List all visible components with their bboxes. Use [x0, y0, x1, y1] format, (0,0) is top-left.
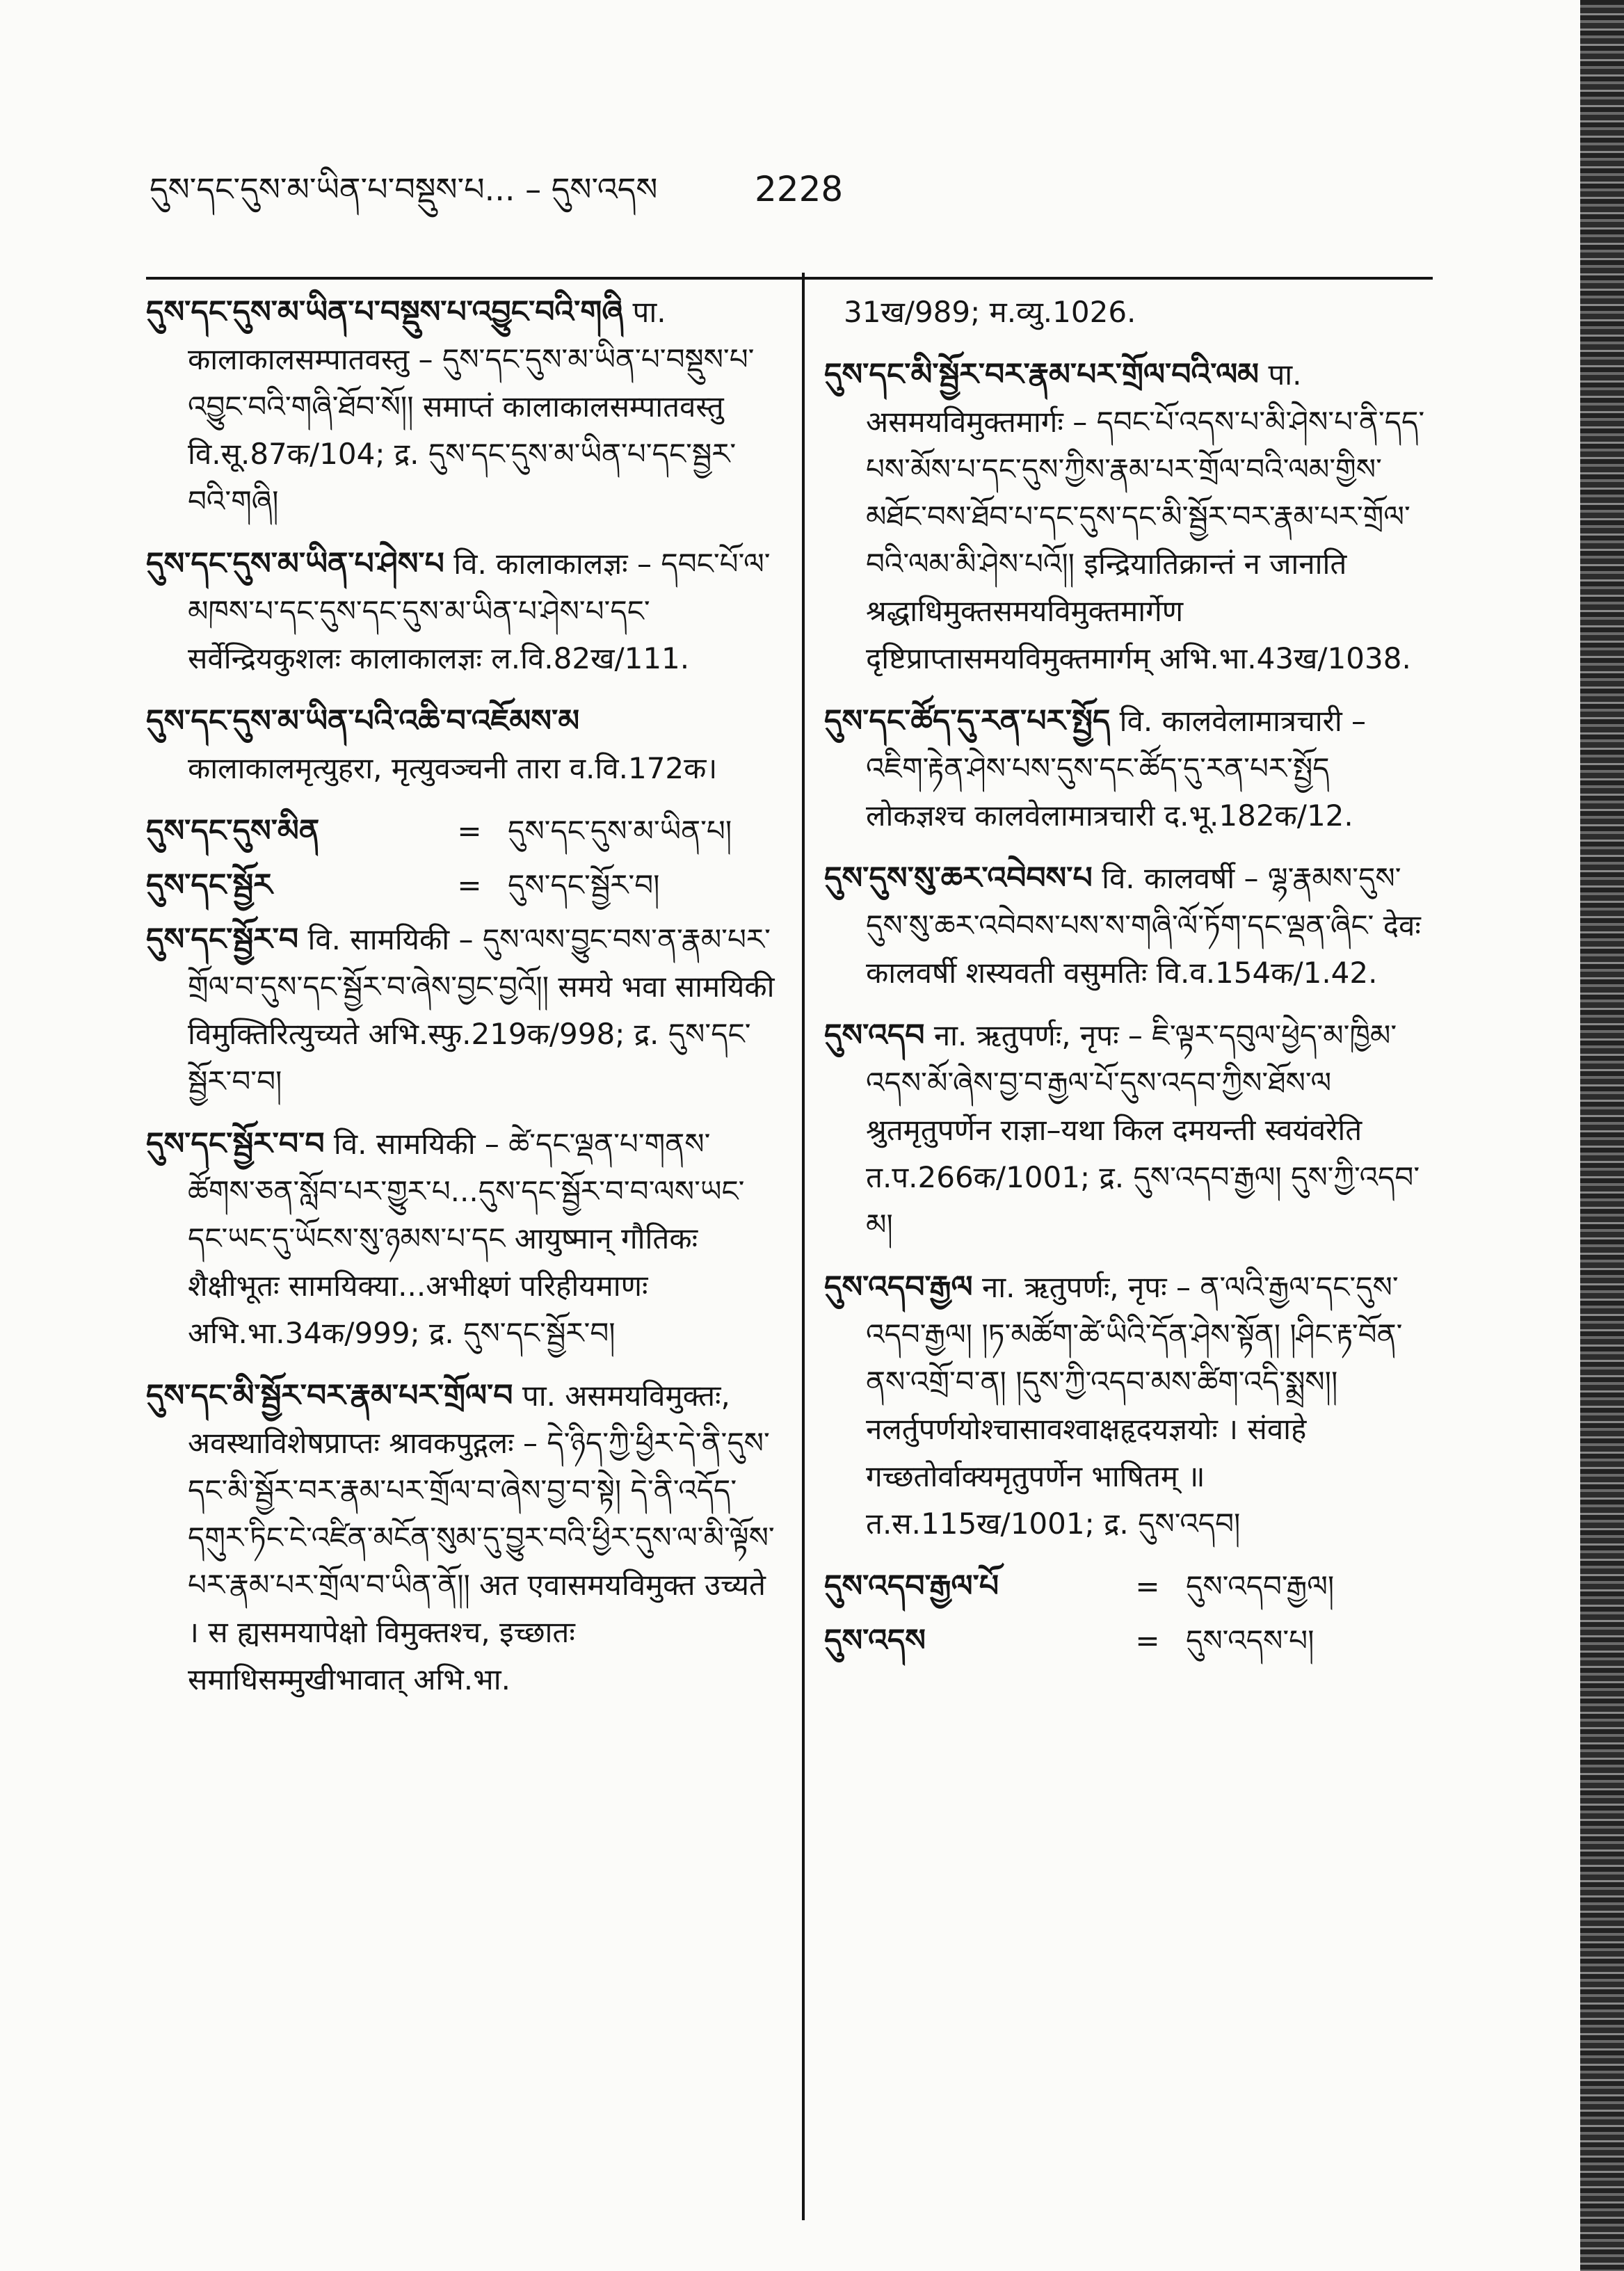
headword: དུས་དུས་སུ་ཆར་འབེབས་པ — [824, 860, 1093, 896]
cross-reference-entry — [824, 1563, 1426, 1610]
dictionary-entry — [146, 698, 775, 792]
entry-body: वि. कालवेलामात्रचारी – འཇིག་རྟེན་ཤེས་པས་དུས་དང་ཚོད་དུ་རན་པར་སྤྱོད लोकज्ञश्च कालवेलामात्रचारी द.भू.182क/12. — [866, 704, 1367, 833]
headword: དུས་དང་སྦྱོར་བ་བ — [146, 1126, 325, 1162]
equals-sign: = — [457, 868, 482, 902]
column-divider — [802, 273, 805, 2220]
headword: དུས་དང་མི་སྦྱོར་བར་རྣམ་པར་གྲོལ་བ — [146, 1378, 513, 1413]
equals-sign: = — [457, 814, 482, 848]
equals-sign: = — [1135, 1569, 1160, 1603]
entry-body: वि. कालाकालज्ञः – དབང་པོ་ལ་མཁས་པ་དང་དུས་དང་དུས་མ་ཡིན་པ་ཤེས་པ་དང་ सर्वेन्द्रियकुशलः कालाकालज्ञः ल.वि.82ख/111. — [188, 547, 771, 675]
reference-target: དུས་འདབ་རྒྱལ། — [1186, 1569, 1335, 1603]
dictionary-entry — [824, 1264, 1426, 1548]
headword: དུས་དང་དུས་མ་ཡིན་པའི་འཆི་བ་འཇོམས་མ — [146, 703, 580, 739]
headword: དུས་དང་ཚོད་དུ་རན་པར་སྤྱོད — [824, 703, 1111, 739]
headword: དུས་དང་དུས་མིན — [146, 813, 320, 849]
page-number: 2228 — [755, 169, 844, 209]
entry-body: ना. ऋतुपर्णः, नृपः – ཇི་ལྟར་དབུལ་ཕྱེད་མ་ཁྱིམ་འདས་མོ་ཞེས་བྱ་བ་རྒྱལ་པོ་དུས་འདབ་ཀྱིས་ཐོས་ལ श्रुतमृतुपर्णेन राज्ञा–यथा किल दमयन्ती स्वयंवरेति त.प.266क/1001; द्र. དུས་འདབ་རྒྱལ། དུས་ཀྱི་འདབ་མ། — [866, 1018, 1420, 1242]
scanned-page-edge — [1580, 0, 1624, 2271]
headword: དུས་དང་དུས་མ་ཡིན་པ་ཤེས་པ — [146, 546, 444, 581]
top-rule — [146, 277, 1433, 280]
right-column — [824, 289, 1426, 1671]
dictionary-entry — [146, 916, 775, 1105]
entry-body: पा. असमयविमुक्तमार्गः – དབང་པོ་འདས་པ་མི་ཤེས་པ་ནི་དད་པས་མོས་པ་དང་དུས་ཀྱིས་རྣམ་པར་གྲོལ་བའི་ལམ་གྱིས་མཐོང་བས་ཐོབ་པ་དང་དུས་དང་མི་སྦྱོར་བར་རྣམ་པར་གྲོལ་བའི་ལམ་མི་ཤེས་པའོ།། इन्द्रियातिक्रान्तं न जानाति श्रद्धाधिमुक्तसमयविमुक्तमार्गेण दृष्टिप्राप्तासमयविमुक्तमार्गम् अभि.भा.43ख/1038. — [866, 358, 1425, 675]
headword: དུས་འདབ — [824, 1018, 925, 1053]
headword: དུས་འདབ་རྒྱལ་པོ — [824, 1568, 999, 1604]
headword: དུས་དང་དུས་མ་ཡིན་པ་བསྡུས་པ་འབྱུང་བའི་གཞི — [146, 294, 624, 330]
entry-body: ना. ऋतुपर्णः, नृपः – ན་ལའི་རྒྱལ་དང་དུས་འདབ་རྒྱལ། །ཏ་མཚོག་ཚེ་ཡིའི་དོན་ཤེས་སྟོན། །ཤིང་རྟ་བོན་ནས་འགྲོ་བ་ན། །དུས་ཀྱི་འདབ་མས་ཚིག་འདི་སྨྲས།། नलर्तुपर्णयोश्चासावश्वाक्षहृदयज्ञयोः । संवाहे गच्छतोर्वाक्यमृतुपर्णेन भाषितम् ॥ त.स.115ख/1001; द्र. དུས་འདབ། — [866, 1270, 1403, 1541]
reference-target: དུས་དང་སྦྱོར་བ། — [508, 868, 660, 902]
entry-body: पा. कालाकालसम्पातवस्तु – དུས་དང་དུས་མ་ཡིན་པ་བསྡུས་པ་འབྱུང་བའི་གཞི་ཐོབ་སོ།། समाप्तं कालाकालसम्पातवस्तु वि.सू.87क/104; द्र. དུས་དང་དུས་མ་ཡིན་པ་དང་སྦྱར་བའི་གཞི། — [188, 295, 755, 518]
reference-target: དུས་འདས་པ། — [1186, 1623, 1315, 1658]
running-head — [150, 161, 1436, 217]
left-column — [146, 289, 775, 1719]
running-head-title: དུས་དང་དུས་མ་ཡིན་པ་བསྡུས་པ... – དུས་འདས — [150, 170, 658, 208]
dictionary-entry — [824, 698, 1426, 840]
entry-body: पा. असमयविमुक्तः, अवस्थाविशेषप्राप्तः श्रावकपुद्गलः – དེ་ཉིད་ཀྱི་ཕྱིར་དེ་ནི་དུས་དང་མི་སྦྱོར་བར་རྣམ་པར་གྲོལ་བ་ཞེས་བྱ་བ་སྟེ། དེ་ནི་འདོད་དགུར་ཏིང་ངེ་འཛིན་མངོན་སུམ་དུ་བྱུར་བའི་ཕྱིར་དུས་ལ་མི་ལྟོས་པར་རྣམ་པར་གྲོལ་བ་ཡིན་ནོ།། अत एवासमयविमुक्त उच्यते । स ह्यसमयापेक्षो विमुक्तश्च, इच्छातः समाधिसम्मुखीभावात् अभि.भा. — [188, 1379, 775, 1696]
reference-target: དུས་དང་དུས་མ་ཡིན་པ། — [508, 814, 732, 848]
dictionary-entry — [146, 540, 775, 682]
dictionary-entry — [824, 351, 1426, 682]
equals-sign: = — [1135, 1623, 1160, 1658]
entry-body: वि. सामयिकी – ཚེ་དང་ལྡན་པ་གནས་ཚོགས་ཅན་སློབ་པར་གྱུར་པ...དུས་དང་སྦྱོར་བ་བ་ལས་ཡང་དང་ཡང་དུ་ཡོངས་སུ་ཉམས་པ་དང आयुष्मान् गौतिकः शैक्षीभूतः सामयिक्या...अभीक्ष्णं परिहीयमाणः अभि.भा.34क/999; द्र. དུས་དང་སྦྱོར་བ། — [188, 1127, 745, 1350]
headword: དུས་དང་སྦྱོར — [146, 867, 273, 903]
headword: དུས་དང་མི་སྦྱོར་བར་རྣམ་པར་གྲོལ་བའི་ལམ — [824, 357, 1260, 392]
entry-continuation: 31ख/989; म.व्यु.1026. — [844, 295, 1136, 329]
dictionary-entry — [824, 855, 1426, 997]
headword: དུས་འདས — [824, 1623, 926, 1658]
cross-reference-entry — [824, 1617, 1426, 1664]
entry-body: वि. कालवर्षी – ལྷ་རྣམས་དུས་དུས་སུ་ཆར་འབེབས་པས་ས་གཞི་ལོ་ཏོག་དང་ལྡན་ཞིང་ देवः कालवर्षी शस्यवती वसुमतिः वि.व.154क/1.42. — [866, 861, 1421, 990]
headword: དུས་དང་སྦྱོར་བ — [146, 922, 299, 957]
cross-reference-entry — [146, 862, 775, 909]
entry-body: कालाकालमृत्युहरा, मृत्युवञ्चनी तारा व.वि.172क। — [188, 751, 718, 785]
dictionary-entry — [146, 1372, 775, 1703]
dictionary-entry — [146, 289, 775, 525]
headword: དུས་འདབ་རྒྱལ — [824, 1269, 973, 1305]
entry-body: वि. सामयिकी – དུས་ལས་བྱུང་བས་ན་རྣམ་པར་གྲོལ་བ་དུས་དང་སྦྱོར་བ་ཞེས་བྱང་བྱའོ།། समये भवा सामयिकी विमुक्तिरित्युच्यते अभि.स्फु.219क/998; द्र. དུས་དང་སྦྱོར་བ་བ། — [188, 922, 775, 1098]
cross-reference-entry — [146, 808, 775, 855]
dictionary-entry — [824, 1012, 1426, 1249]
dictionary-entry — [146, 1121, 775, 1357]
